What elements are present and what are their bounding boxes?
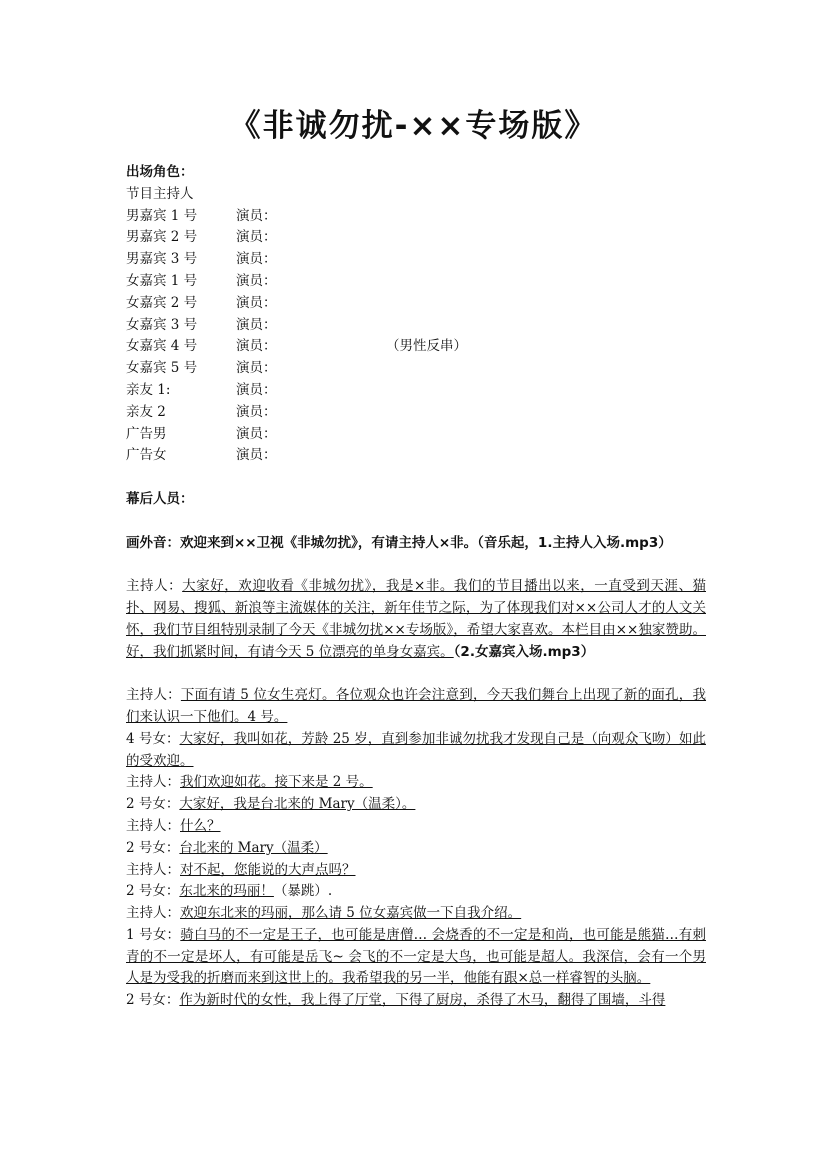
dialogue-speaker: 主持人： — [126, 687, 181, 704]
cast-role: 广告男 — [126, 425, 167, 442]
document-body — [126, 162, 706, 1012]
cast-row — [126, 358, 706, 380]
cast-role: 男嘉宾 3 号 — [126, 251, 198, 268]
cast-row — [126, 336, 706, 358]
cast-note: （男性反串） — [386, 338, 467, 355]
cast-row — [126, 402, 706, 424]
dialogue-speaker: 2 号女： — [126, 839, 180, 856]
cast-actor-label: 演员： — [236, 403, 277, 420]
dialogue-speaker: 主持人： — [126, 905, 180, 922]
dialogue-line — [126, 860, 706, 882]
cast-row — [126, 271, 706, 293]
dialogue-list — [126, 685, 706, 1012]
dialogue-tail: （暴跳）. — [273, 883, 333, 900]
cast-row — [126, 227, 706, 249]
cast-list — [126, 184, 706, 467]
dialogue-line — [126, 685, 706, 729]
cast-row — [126, 445, 706, 467]
dialogue-line — [126, 881, 706, 903]
dialogue-speaker: 主持人： — [126, 774, 180, 791]
voiceover-line: 画外音：欢迎来到××卫视《非城勿扰》，有请主持人×非。（音乐起，1.主持人入场.mp3） — [126, 534, 672, 551]
document-title: 《非诚勿扰-××专场版》 — [229, 108, 598, 144]
dialogue-text: 东北来的玛丽！ — [179, 883, 274, 900]
dialogue-line — [126, 838, 706, 860]
cast-role: 男嘉宾 2 号 — [126, 229, 198, 246]
crew-heading: 幕后人员： — [126, 490, 194, 507]
cast-row — [126, 293, 706, 315]
dialogue-text: 大家好，我叫如花，芳龄 25 岁，直到参加非诚勿扰我才发现自己是（向观众飞吻）如此的受欢迎。 — [126, 730, 706, 769]
cast-row — [126, 249, 706, 271]
host-intro-paragraph — [126, 576, 706, 663]
cast-row — [126, 380, 706, 402]
cast-actor-label: 演员： — [236, 338, 277, 355]
cast-role: 女嘉宾 3 号 — [126, 316, 198, 333]
cast-heading: 出场角色： — [126, 164, 194, 180]
dialogue-text: 骑白马的不一定是王子，也可能是唐僧… 会烧香的不一定是和尚，也可能是熊猫…有刺青的不一定是坏人，有可能是岳飞~ 会飞的不一定是大鸟，也可能是超人。我深信，会有一个男人是为受我的折磨而来到这世上的。我希望我的另一半，他能有跟×总一样睿智的头脑。 — [126, 926, 706, 987]
cast-role: 女嘉宾 4 号 — [126, 338, 198, 355]
dialogue-line — [126, 990, 706, 1012]
cast-row — [126, 424, 706, 446]
cast-actor-label: 演员： — [236, 360, 277, 377]
dialogue-text: 台北来的 Mary（温柔） — [179, 839, 328, 856]
dialogue-text: 我们欢迎如花。接下来是 2 号。 — [180, 774, 373, 791]
dialogue-text: 对不起，您能说的大声点吗？ — [180, 861, 356, 878]
cast-role: 亲友 2 — [126, 403, 166, 420]
cast-actor-label: 演员： — [236, 251, 277, 268]
cast-actor-label: 演员： — [236, 316, 277, 333]
cast-role: 女嘉宾 5 号 — [126, 360, 198, 377]
dialogue-speaker: 主持人： — [126, 817, 180, 834]
cast-role: 女嘉宾 2 号 — [126, 294, 198, 311]
dialogue-text: 下面有请 5 位女生亮灯。各位观众也许会注意到，今天我们舞台上出现了新的面孔，我们来认识一下他们。4 号。 — [126, 687, 707, 725]
cast-role: 亲友 1: — [126, 381, 171, 398]
host-intro-cue: （2.女嘉宾入场.mp3） — [453, 643, 595, 660]
host-intro-text: 大家好，欢迎收看《非城勿扰》，我是×非。我们的节目播出以来，一直受到天涯、猫扑、网易、搜狐、新浪等主流媒体的关注，新年佳节之际，为了体现我们对××公司人才的人文关怀，我们节目组特别录制了今天《非城勿扰××专场版》，希望大家喜欢。本栏目由××独家赞助。好，我们抓紧时间，有请今天 5 位漂亮的单身女嘉宾。 — [126, 578, 706, 660]
dialogue-speaker: 4 号女： — [126, 730, 180, 747]
dialogue-text: 大家好，我是台北来的 Mary（温柔）。 — [179, 796, 416, 813]
dialogue-line — [126, 903, 706, 925]
cast-actor-label: 演员： — [236, 425, 277, 442]
cast-role: 广告女 — [126, 447, 167, 464]
cast-row — [126, 315, 706, 337]
host-intro-speaker: 主持人： — [126, 578, 183, 595]
cast-actor-label: 演员： — [236, 294, 277, 311]
dialogue-text: 作为新时代的女性，我上得了厅堂，下得了厨房，杀得了木马，翻得了围墙，斗得 — [179, 992, 666, 1009]
dialogue-speaker: 2 号女： — [126, 796, 180, 813]
cast-role: 女嘉宾 1 号 — [126, 272, 198, 289]
dialogue-line — [126, 816, 706, 838]
cast-role: 男嘉宾 1 号 — [126, 207, 198, 224]
cast-actor-label: 演员： — [236, 272, 277, 289]
cast-actor-label: 演员： — [236, 447, 277, 464]
cast-actor-label: 演员： — [236, 229, 277, 246]
cast-row — [126, 206, 706, 228]
dialogue-line — [126, 925, 706, 990]
cast-role: 节目主持人 — [126, 185, 194, 202]
dialogue-line — [126, 772, 706, 794]
dialogue-line — [126, 794, 706, 816]
cast-actor-label: 演员： — [236, 207, 277, 224]
dialogue-speaker: 2 号女： — [126, 883, 180, 900]
dialogue-speaker: 1 号女： — [126, 926, 181, 943]
dialogue-text: 欢迎东北来的玛丽，那么请 5 位女嘉宾做一下自我介绍。 — [180, 905, 522, 922]
dialogue-speaker: 主持人： — [126, 861, 180, 878]
cast-actor-label: 演员： — [236, 381, 277, 398]
cast-row — [126, 184, 706, 206]
dialogue-line — [126, 729, 706, 773]
dialogue-speaker: 2 号女： — [126, 992, 180, 1009]
dialogue-text: 什么？ — [180, 817, 221, 834]
